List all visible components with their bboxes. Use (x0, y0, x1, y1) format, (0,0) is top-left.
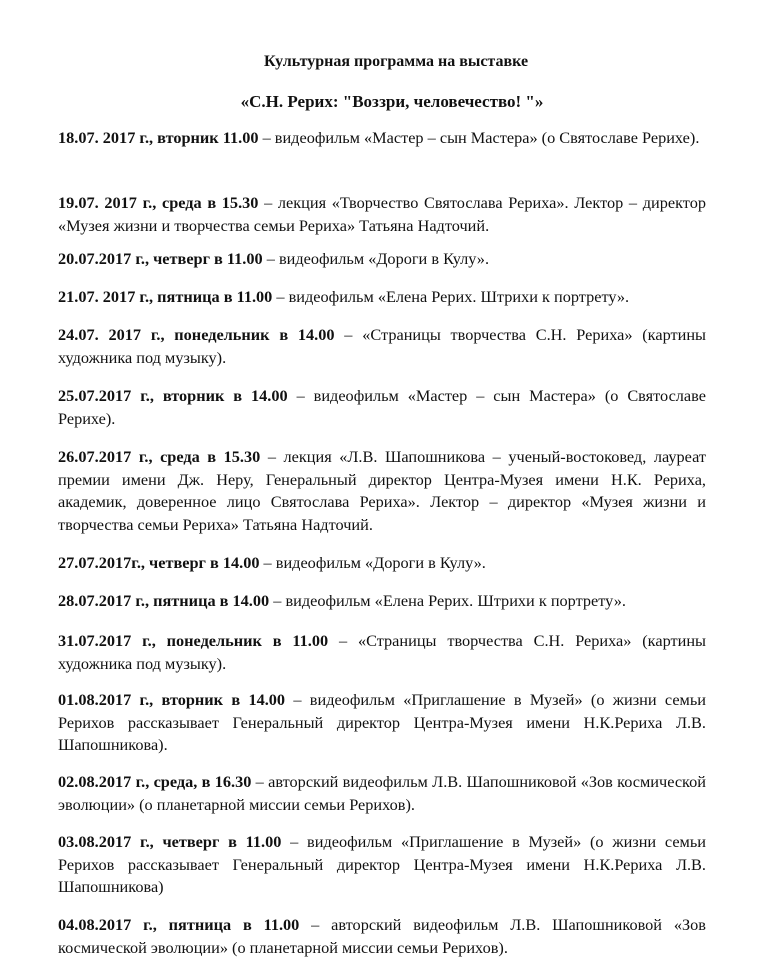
document-title: Культурная программа на выставке (263, 53, 529, 70)
entry-text: – «Страницы творчества С.Н. Рериха» (картины художника под музыку). (58, 325, 706, 367)
entry-text: – видеофильм «Елена Рерих. Штрихи к портрету». (269, 591, 626, 610)
entry-text: – видеофильм «Приглашение в Музей» (о жизни семьи Рерихов рассказывает Генеральный директор Центра-Музея имени Н.К.Рериха Л.В. Шапошникова) (58, 832, 706, 896)
entry-date: 01.08.2017 г., (58, 690, 154, 709)
entry-text: – «Страницы творчества С.Н. Рериха» (картины художника под музыку). (58, 631, 706, 673)
entry-date: 02.08.2017 г., (58, 772, 150, 791)
entry-text: – видеофильм «Дороги в Кулу». (262, 249, 490, 268)
entry-date: 04.08.2017 г., (58, 915, 157, 934)
entry-time: среда в 15.30 (156, 193, 259, 212)
entry-text: – видеофильм «Мастер – сын Мастера» (о Святославе Рерихе). (258, 128, 700, 147)
schedule-entry (58, 831, 706, 899)
schedule-entry (58, 446, 706, 536)
entry-time: пятница в 11.00 (156, 915, 300, 934)
entry-date: 03.08.2017 г., (58, 832, 154, 851)
entry-text: – авторский видеофильм Л.В. Шапошниковой «Зов космической эволюции» (о планетарной миссии семьи Рерихов). (58, 772, 706, 814)
entry-time: четверг в 11.00 (153, 832, 282, 851)
entry-text: – видеофильм «Дороги в Кулу». (259, 553, 486, 572)
entry-date: 28.07.2017 г., (58, 591, 150, 610)
entry-time: четверг в 11.00 (149, 249, 263, 268)
schedule-entry (58, 192, 706, 237)
entry-time: вторник в 14.00 (153, 690, 286, 709)
entry-text: – лекция «Творчество Святослава Рериха». Лектор – директор «Музея жизни и творчества семьи Рериха» Татьяна Надточий. (58, 193, 706, 235)
entry-time: понедельник в 14.00 (164, 325, 335, 344)
schedule-entry (58, 385, 706, 430)
entry-date: 19.07. 2017 г., (58, 193, 157, 212)
schedule-entry (58, 324, 706, 369)
entry-date: 27.07.2017г., (58, 553, 145, 572)
entry-date: 20.07.2017 г., (58, 249, 150, 268)
schedule-entry (58, 286, 706, 309)
schedule-entry (58, 630, 706, 675)
entry-time: пятница в 11.00 (153, 287, 273, 306)
entry-date: 21.07. 2017 г., (58, 287, 154, 306)
entry-time: вторник в 14.00 (153, 386, 288, 405)
entry-date: 18.07. 2017 г., (58, 128, 154, 147)
entry-text: – видеофильм «Мастер – сын Мастера» (о Святославе Рерихе). (58, 386, 706, 428)
exhibition-title: «С.Н. Рерих: "Воззри, человечество! "» (240, 92, 544, 111)
entry-date: 24.07. 2017 г., (58, 325, 165, 344)
entry-time: среда, в 16.30 (149, 772, 252, 791)
entry-date: 26.07.2017 г., (58, 447, 153, 466)
entry-text: – видеофильм «Приглашение в Музей» (о жизни семьи Рерихов рассказывает Генеральный директор Центра-Музея имени Н.К.Рериха Л.В. Шапошникова). (58, 690, 706, 754)
schedule-entry (58, 248, 706, 271)
schedule-entry (58, 689, 706, 757)
entry-date: 31.07.2017 г., (58, 631, 156, 650)
entry-time: среда в 15.30 (152, 447, 261, 466)
entry-text: – лекция «Л.В. Шапошникова – ученый-востоковед, лауреат премии имени Дж. Неру, Генеральный директор Центра-Музея имени Н.К. Рериха, академик, доверенное лицо Святослава Рериха». Лектор – директор «Музея жизни и творчества семьи Рериха» Татьяна Надточий. (58, 447, 706, 534)
entry-time: четверг в 14.00 (144, 553, 260, 572)
entry-date: 25.07.2017 г., (58, 386, 154, 405)
entry-text: – авторский видеофильм Л.В. Шапошниковой «Зов космической эволюции» (о планетарной миссии семьи Рерихов). (58, 915, 706, 957)
schedule-entry (58, 771, 706, 816)
schedule-entry (58, 914, 706, 959)
entry-time: вторник 11.00 (153, 128, 259, 147)
schedule-entry (58, 127, 706, 150)
schedule-entry (58, 590, 706, 613)
entry-time: пятница в 14.00 (149, 591, 270, 610)
entry-text: – видеофильм «Елена Рерих. Штрихи к портрету». (272, 287, 630, 306)
entry-time: понедельник в 11.00 (155, 631, 329, 650)
schedule-entry (58, 552, 706, 575)
